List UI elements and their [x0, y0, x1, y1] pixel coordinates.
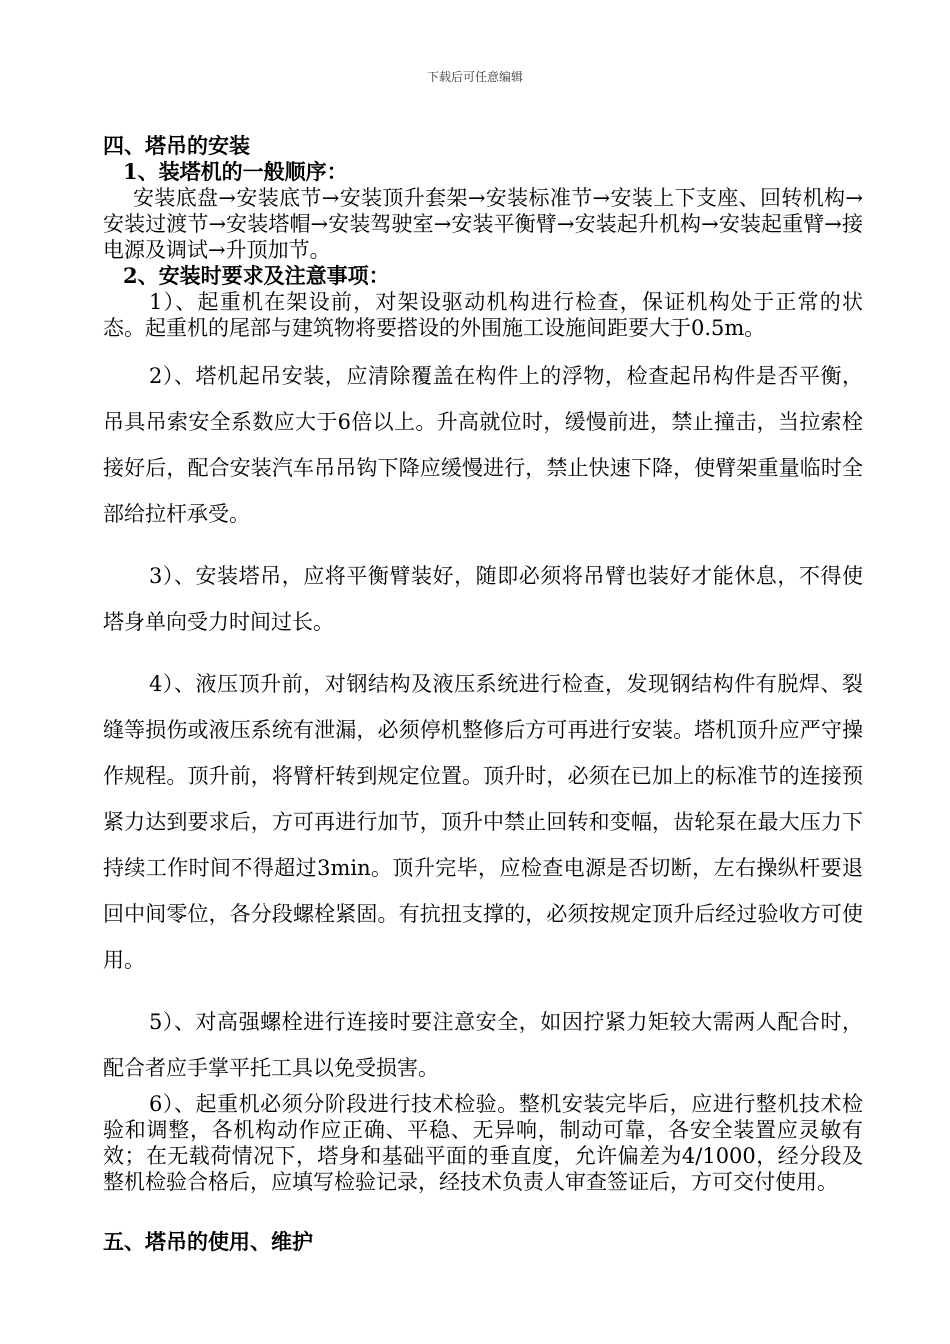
- item-3-paragraph: 3）、安装塔吊，应将平衡臂装好，随即必须将吊臂也装好才能休息，不得使塔身单向受力时间过长。: [103, 564, 863, 634]
- item-2-paragraph: 2）、塔机起吊安装，应清除覆盖在构件上的浮物，检查起吊构件是否平衡，吊具吊索安全系数应大于6倍以上。升高就位时，缓慢前进，禁止撞击，当拉索栓接好后，配合安装汽车吊吊钩下降应缓慢进行，禁止快速下降，使臂架重量临时全部给拉杆承受。: [103, 364, 863, 526]
- subsection-1-title: 1、装塔机的一般顺序：: [123, 159, 348, 184]
- item-5-paragraph: 5）、对高强螺栓进行连接时要注意安全，如因拧紧力矩较大需两人配合时，配合者应手掌平托工具以免受损害。: [103, 1010, 863, 1080]
- item-1-paragraph: 1）、起重机在架设前，对架设驱动机构进行检查，保证机构处于正常的状态。起重机的尾部与建筑物将要搭设的外围施工设施间距要大于0.5m。: [103, 290, 863, 340]
- item-6-paragraph: 6）、起重机必须分阶段进行技术检验。整机安装完毕后，应进行整机技术检验和调整，各机构动作应正确、平稳、无异响，制动可靠，各安全装置应灵敏有效；在无载荷情况下，塔身和基础平面的垂直度，允许偏差为4/1000，经分段及整机检验合格后，应填写检验记录，经技术负责人审查签证后，方可交付使用。: [103, 1092, 863, 1194]
- subsection-2-title: 2、安装时要求及注意事项：: [123, 263, 390, 288]
- section-4-title: 四、塔吊的安装: [103, 133, 250, 158]
- document-body: [103, 133, 863, 1255]
- section-5-title: 五、塔吊的使用、维护: [103, 1229, 313, 1254]
- header-note: 下载后可任意编辑: [426, 70, 523, 84]
- install-sequence-paragraph: 安装底盘→安装底节→安装顶升套架→安装标准节→安装上下支座、回转机构→安装过渡节→安装塔帽→安装驾驶室→安装平衡臂→安装起升机构→安装起重臂→接电源及调试→升顶加节。: [103, 186, 863, 262]
- item-4-paragraph: 4）、液压顶升前，对钢结构及液压系统进行检查，发现钢结构件有脱焊、裂缝等损伤或液压系统有泄漏，必须停机整修后方可再进行安装。塔机顶升应严守操作规程。顶升前，将臂杆转到规定位置。顶升时，必须在已加上的标准节的连接预紧力达到要求后，方可再进行加节，顶升中禁止回转和变幅，齿轮泵在最大压力下持续工作时间不得超过3min。顶升完毕，应检查电源是否切断，左右操纵杆要退回中间零位，各分段螺栓紧固。有抗扭支撑的，必须按规定顶升后经过验收方可使用。: [103, 672, 863, 972]
